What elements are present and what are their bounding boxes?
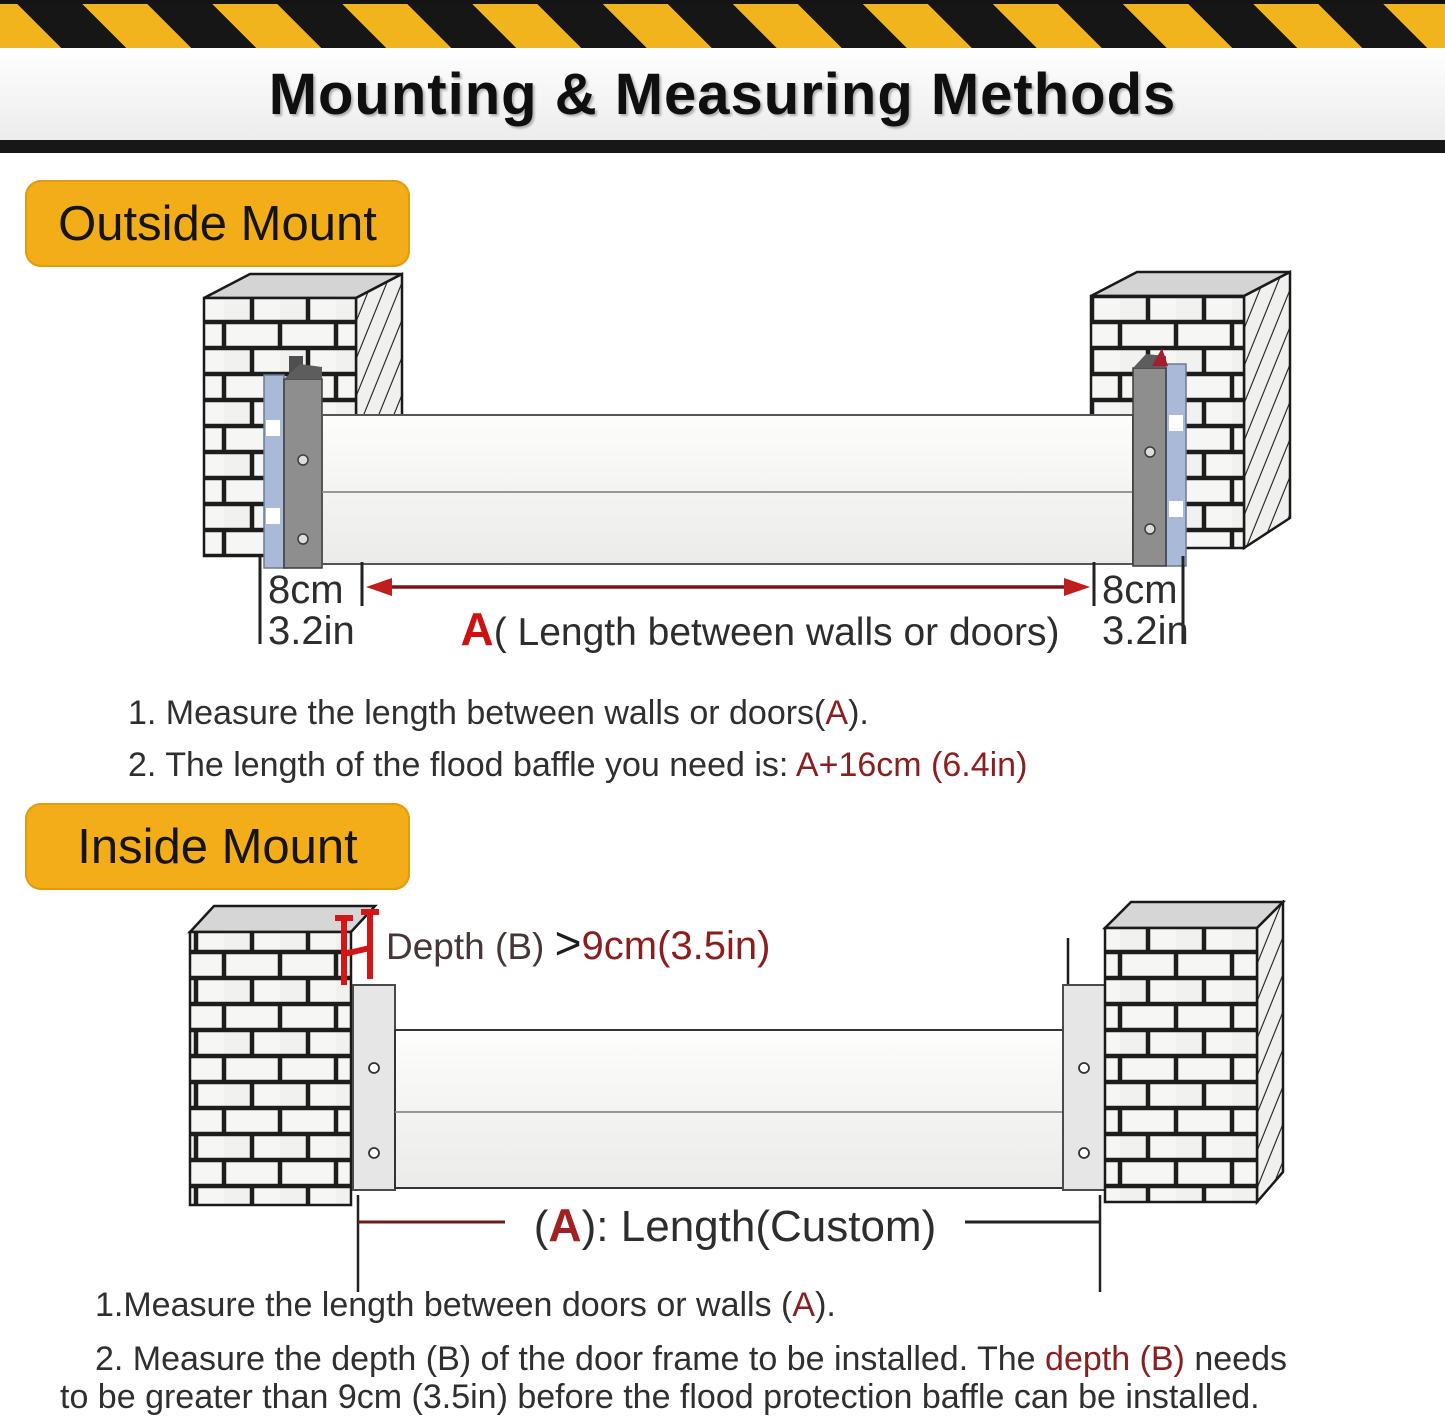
step-text: needs (1184, 1340, 1287, 1378)
right-pillar-side (1244, 272, 1290, 548)
right-brick-pillar (1105, 902, 1283, 1202)
arrowhead-right (1064, 578, 1090, 596)
right-mounting-channel (1133, 348, 1186, 566)
left-channel-bar (353, 985, 395, 1190)
dim-cm: 8cm (268, 568, 344, 612)
left-seal-strip (264, 375, 284, 568)
outside-step-2 (128, 746, 1027, 785)
inside-mount-badge-label: Inside Mount (77, 819, 358, 874)
baffle-panel (395, 1030, 1063, 1188)
right-pillar-front (1105, 928, 1257, 1202)
step-text: 2. The length of the flood baffle you need is: (128, 746, 796, 784)
seal-clip (266, 420, 280, 436)
step-text: 1. Measure the length between walls or doors( (128, 694, 826, 732)
depth-b-label (386, 916, 770, 970)
seal-clip (266, 508, 280, 524)
outside-mount-badge (25, 180, 410, 267)
baffle-panel (322, 415, 1133, 564)
screw (1079, 1063, 1089, 1073)
inside-step-1 (95, 1286, 836, 1325)
right-mounting-channel (1063, 938, 1105, 1190)
length-a-letter: A (548, 1199, 582, 1251)
right-seal-strip (1166, 364, 1186, 566)
step-text: 2. Measure the depth (B) of the door frame to be installed. The (95, 1340, 1046, 1378)
arrowhead-left (366, 578, 392, 596)
hazard-stripe-banner (0, 0, 1445, 52)
step-highlight: A+16cm (6.4in) (795, 746, 1028, 784)
seal-clip (1169, 415, 1183, 431)
left-gap-dimension (268, 568, 355, 653)
step-highlight: depth (B) (1045, 1340, 1185, 1378)
length-custom-text: ): Length(Custom) (581, 1202, 937, 1251)
seal-clip (1169, 501, 1183, 517)
length-a-text: ( Length between walls or doors) (493, 611, 1060, 654)
depth-b-name: Depth (B) (386, 926, 555, 967)
divider-bar (0, 140, 1445, 153)
right-gap-dimension (1102, 568, 1189, 653)
page-title: Mounting & Measuring Methods (268, 61, 1177, 127)
right-pillar-side (1257, 902, 1283, 1202)
title-banner (0, 48, 1445, 140)
dim-cm: 8cm (1102, 568, 1178, 612)
right-channel-bar (1133, 368, 1166, 566)
screw (369, 1063, 379, 1073)
screw (298, 455, 308, 465)
step-text: to be greater than 9cm (3.5in) before the flood protection baffle can be installed. (60, 1378, 1260, 1416)
screw (298, 534, 308, 544)
dim-in: 3.2in (268, 609, 355, 653)
step-text: 1.Measure the length between doors or walls ( (95, 1286, 793, 1324)
flood-baffle (322, 415, 1133, 564)
screw (369, 1148, 379, 1158)
dim-in: 3.2in (1102, 609, 1189, 653)
flood-baffle (395, 1030, 1063, 1188)
inside-mount-badge (25, 803, 410, 890)
outside-mount-badge-label: Outside Mount (58, 196, 377, 251)
step-highlight: A (792, 1286, 816, 1324)
inside-step-2-line1 (95, 1340, 1287, 1379)
outside-step-1 (128, 694, 869, 733)
screw (1145, 447, 1155, 457)
right-pillar-top (1105, 902, 1283, 928)
step-highlight: A (825, 694, 849, 732)
left-pillar-front (190, 932, 351, 1205)
screw (1079, 1148, 1089, 1158)
length-custom-label (460, 1198, 1010, 1252)
screw (1145, 524, 1155, 534)
length-a-label (440, 602, 1080, 656)
depth-b-value: 9cm(3.5in) (581, 924, 771, 968)
paren: ( (533, 1202, 549, 1251)
length-a-letter: A (460, 603, 494, 655)
left-mounting-channel (353, 985, 395, 1190)
step-text: ). (848, 694, 869, 732)
greater-than-sign: > (554, 917, 582, 969)
inside-step-2-line2 (60, 1378, 1260, 1417)
left-mounting-channel (264, 356, 322, 568)
right-channel-bar (1063, 985, 1105, 1190)
step-text: ). (815, 1286, 836, 1324)
